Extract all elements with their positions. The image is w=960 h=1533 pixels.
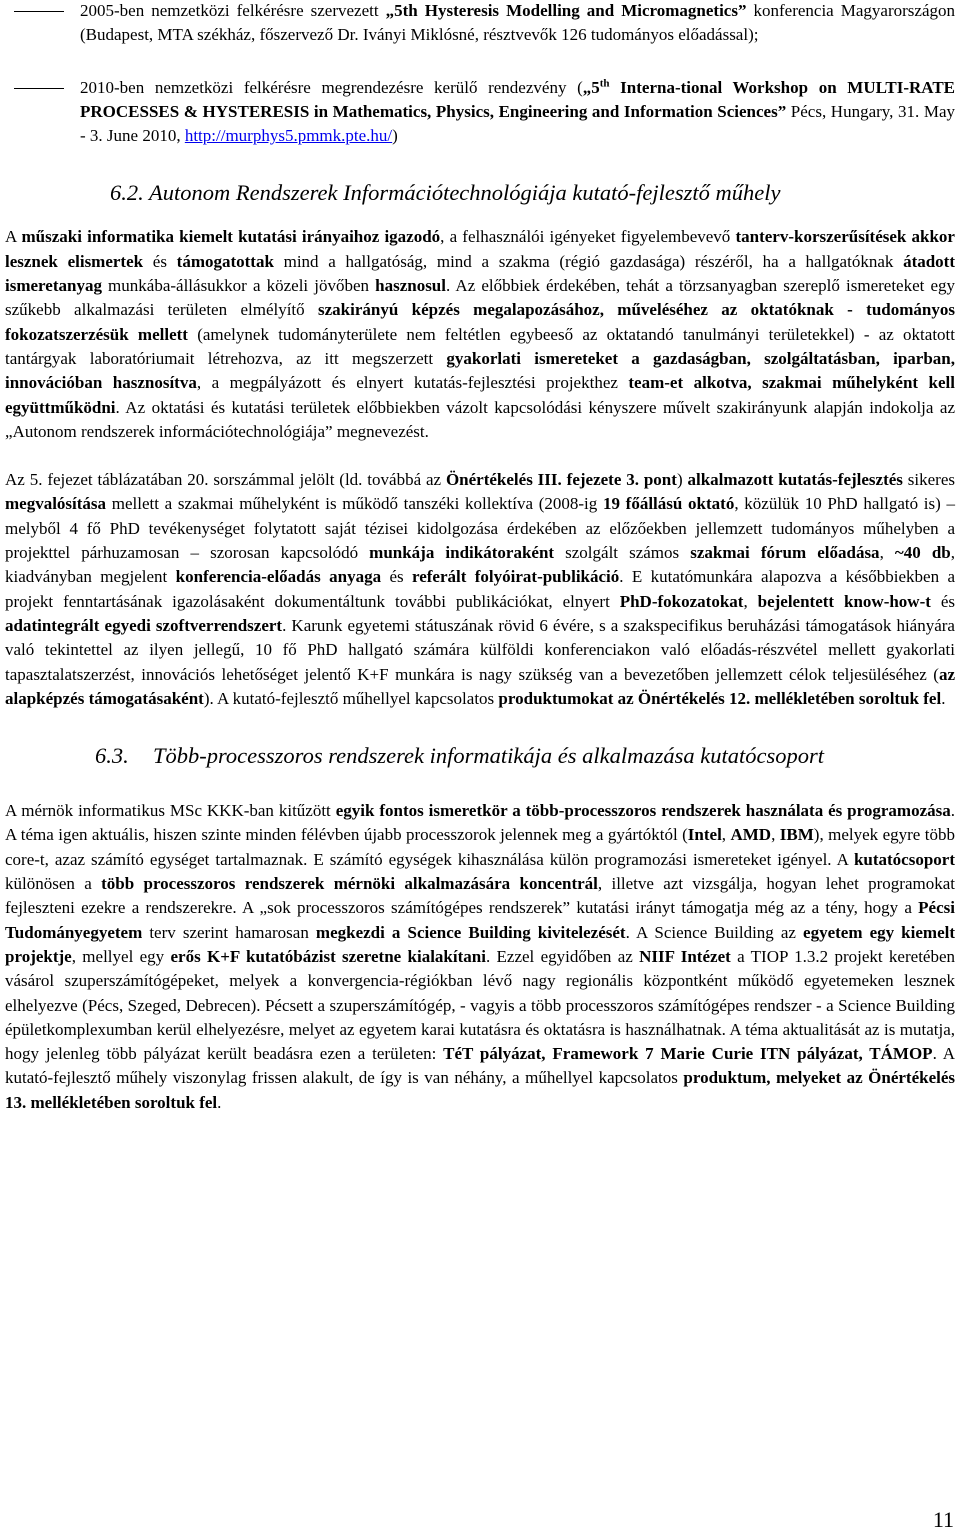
body-text: sikeres	[902, 470, 955, 490]
bold-text: támogatottak	[176, 251, 274, 271]
bold-text: átadott ismeretanyag	[5, 251, 956, 296]
body-text: ,	[771, 825, 780, 845]
page-number: 11	[932, 1507, 954, 1532]
body-text: . A Science Building az	[625, 922, 804, 942]
body-text: Az 5. fejezet táblázatában 20. sorszámmal jelölt (ld. továbbá az	[5, 470, 446, 490]
bold-text: 19 főállású oktató	[602, 494, 735, 514]
list-item-text: Pécs, Hungary, 31. May - 3. June 2010,	[80, 101, 956, 146]
paragraph-2	[5, 468, 955, 711]
body-text: A mérnök informatikus MSc KKK-ban kitűzött	[5, 801, 336, 821]
bold-text: kutatócsoport	[853, 849, 955, 869]
document-page	[5, 0, 955, 1115]
body-text: mind a hallgatóság, mind a szakma (régió gazdasága) részéről, ha a hallgatóknak	[273, 251, 904, 271]
bold-text: szakirányú képzés megalapozásához, műveléséhez az oktatóknak - tudományos fokozatszerzésük mellett	[5, 300, 955, 344]
bold-text: Önértékelés III. fejezete 3. pont	[445, 470, 677, 490]
body-text: , illetve azt vizsgálja, hogyan lehet programokat fejleszteni ezekre a rendszerekre. A „sok processzoros számítógépes rendszerek” kutatási irányt támogatja még az a tény, hogy a	[5, 874, 955, 918]
body-text: . Az oktatási és kutatási területek előbbiekben vázolt kapcsolódási kényszere művelt szakirányunk alapján indokolja az „Autonom rendszerek információtechnológiája” megnevezést.	[5, 397, 955, 441]
section-heading-6-2: 6.2. Autonom Rendszerek Információtechnológiája kutató-fejlesztő műhely	[110, 180, 781, 206]
body-text: , a megpályázott és elnyert kutatás-fejlesztési projekthez	[196, 373, 629, 393]
body-text: .	[217, 1092, 222, 1112]
body-text: A	[5, 227, 22, 247]
bold-text: hasznosul	[375, 276, 446, 296]
conference-name: „5th Hysteresis Modelling and Micromagnetics”	[385, 1, 747, 20]
bold-text: Intel	[687, 825, 722, 845]
bold-text: több processzoros rendszerek mérnöki alkalmazására koncentrál	[101, 874, 598, 894]
body-text: . Karunk egyetemi státuszának rövid 6 évére, s a szakspecifikus beruházási támogatások hiányára való tekintettel az ilyen jellegű, 10 fő PhD hallgató számára külföldi konferenciakon való előadás-részvétel mellett gyakorlati tapasztalatszerzést, innovációs lehetőséget jelentő K+F munkára is nagy szükség van a bevezetőben jellemzett célok teljesüléséhez (	[5, 615, 955, 684]
body-text: és	[930, 591, 956, 611]
bold-text: alkalmazott kutatás-fejlesztés	[687, 470, 903, 490]
body-text: . Az előbbiek érdekében, tehát a törzsanyagban szereplő ismereteket egy szűkebb alkalmazási területen elmélyítő	[5, 276, 956, 320]
body-text: munkába-állásukkor a közeli jövőben	[101, 276, 376, 296]
bold-text: megvalósítása	[5, 494, 107, 514]
body-text: , mellyel egy	[71, 946, 171, 966]
body-text: , közülük 10 PhD hallgató is) – melyből 4 fő PhD tevékenységet folytatott saját tézisei kidolgozása érdekében az előzőekben jellemzett tudományos műhelyben a projekttel párhuzamosan – szorosan kapcsolódó	[5, 494, 955, 563]
bold-text: Pécsi Tudományegyetem	[5, 898, 955, 942]
bold-text: műszaki informatika kiemelt kutatási irányaihoz igazodó	[21, 227, 441, 247]
body-text: . E kutatómunkára alapozva a későbbiekben a projekt fenntartásának igazolásaként dokumentáltunk további publikációkat, elnyert	[5, 567, 956, 611]
body-text: és	[143, 251, 177, 271]
section-number: 6.3.	[95, 743, 129, 769]
list-item-text: 2010-ben nemzetközi felkérésre megrendezésre kerülő rendezvény (	[80, 77, 583, 97]
bold-text: az alapképzés támogatásaként	[5, 664, 955, 708]
bold-text: IBM	[779, 825, 814, 845]
bold-text: adatintegrált egyedi szoftverrendszert	[5, 615, 283, 635]
bold-text: produktum, melyeket az Önértékelés 13. mellékletében soroltuk fel	[5, 1068, 956, 1112]
body-text: .	[941, 688, 946, 708]
list-item-2005-conference	[5, 0, 955, 48]
section-title: Több-processzoros rendszerek informatikája és alkalmazása kutatócsoport	[153, 743, 825, 769]
body-text: különösen a	[5, 874, 102, 894]
list-item-text: )	[392, 126, 398, 146]
paragraph-3	[5, 799, 955, 1115]
bold-text: team-et alkotva, szakmai műhelyként kell együttműködni	[5, 373, 955, 417]
workshop-name: „5	[582, 77, 600, 97]
body-text: (amelynek tudományterülete nem feltétlen egybeeső az oktatandó tanulmányi területekkel) - az oktatott tantárgyak laboratóriumait létrehozva, az itt megszerzett	[5, 324, 955, 368]
body-text: . Ezzel egyidőben az	[485, 946, 640, 966]
superscript: th	[599, 76, 610, 89]
bold-text: TéT pályázat, Framework 7 Marie Curie ITN pályázat, TÁMOP	[443, 1044, 933, 1064]
list-item-2010-workshop	[5, 76, 955, 149]
body-text: . A kutató-fejlesztő műhely viszonylag frissen alakult, de így is van néhány, a műhellyel kapcsolatos	[5, 1044, 955, 1088]
body-text: szolgált számos	[554, 543, 691, 563]
bold-text: referált folyóirat-publikáció	[411, 567, 620, 587]
body-text: mellett a szakmai műhelyként is működő tanszéki kollektíva (2008-ig	[106, 494, 603, 514]
bold-text: tanterv-korszerűsítések akkor lesznek elismertek	[5, 227, 955, 271]
body-text: ), melyek egyre több core-t, azaz számító egységet tartalmaznak. E számító egységek kihasználása külön programozási ismereteket igényel. A	[5, 825, 955, 869]
body-text: a TIOP 1.3.2 projekt keretében vásárol szuperszámítógépeket, melyek a konvergencia-régiókban lévő nagy regionális központként működő egyetemeken lesznek elhelyezve (Pécs, Szeged, Debrecen). Pécsett a szuperszámítógép, - vagyis a több processzoros számítógépes rendszer - a Science Building épületkomplexumban kerül elhelyezésre, melyet az egyetem karai kutatásra és oktatásra is használhatnak. A téma aktualitását az is mutatja, hogy jelenleg több pályázat került beadásra ezen a területen:	[5, 946, 956, 1064]
bold-text: AMD	[730, 825, 772, 845]
bold-text: munkája indikátoraként	[369, 543, 555, 563]
bold-text: ~40 db	[894, 543, 951, 563]
body-text: , kiadványban megjelent	[5, 543, 955, 587]
list-item-text: 2005-ben nemzetközi felkérésre szervezett	[80, 1, 386, 20]
body-text: . A téma igen aktuális, hiszen szinte minden félévben újabb processzorok jelennek meg a gyártóktól (	[5, 801, 955, 845]
body-text: ,	[743, 591, 758, 611]
bold-text: megkezdi a Science Building kivitelezését	[315, 922, 626, 942]
body-text: , a felhasználói igényeket figyelembevevő	[440, 227, 736, 247]
list-item-text: konferencia Magyarországon (Budapest, MTA székház, főszervező Dr. Iványi Miklósné, résztvevők 126 tudományos előadással);	[80, 1, 955, 45]
workshop-name: Interna-tional Workshop on MULTI-RATE PROCESSES & HYSTERESIS in Mathematics, Physics, Engineering and Information Sciences”	[80, 77, 955, 121]
bold-text: gyakorlati ismereteket a gazdaságban, szolgáltatásban, iparban, innovációban hasznosítva	[5, 348, 955, 393]
bold-text: bejelentett know-how-t	[757, 591, 931, 611]
paragraph-1	[5, 225, 955, 444]
body-text: ,	[721, 825, 731, 845]
section-heading-6-3	[5, 741, 955, 771]
bold-text: erős K+F kutatóbázist szeretne kialakítani	[170, 946, 486, 966]
body-text: és	[381, 567, 412, 587]
body-text: ,	[879, 543, 895, 563]
workshop-link[interactable]: http://murphys5.pmmk.pte.hu/	[184, 126, 393, 146]
bold-text: szakmai fórum előadása	[690, 543, 880, 563]
bold-text: PhD-fokozatokat	[619, 591, 744, 611]
body-text: terv szerint hamarosan	[142, 922, 316, 942]
bold-text: NIIF Intézet	[639, 946, 731, 966]
bold-text: egyik fontos ismeretkör a több-processzoros rendszerek használata és programozása	[335, 801, 951, 821]
bold-text: egyetem egy kiemelt projektje	[5, 922, 955, 966]
body-text: ). A kutató-fejlesztő műhellyel kapcsolatos	[203, 688, 499, 708]
bold-text: konferencia-előadás anyaga	[175, 567, 382, 587]
body-text: )	[676, 470, 688, 490]
bold-text: produktumokat az Önértékelés 12. mellékletében soroltuk fel	[498, 688, 942, 708]
